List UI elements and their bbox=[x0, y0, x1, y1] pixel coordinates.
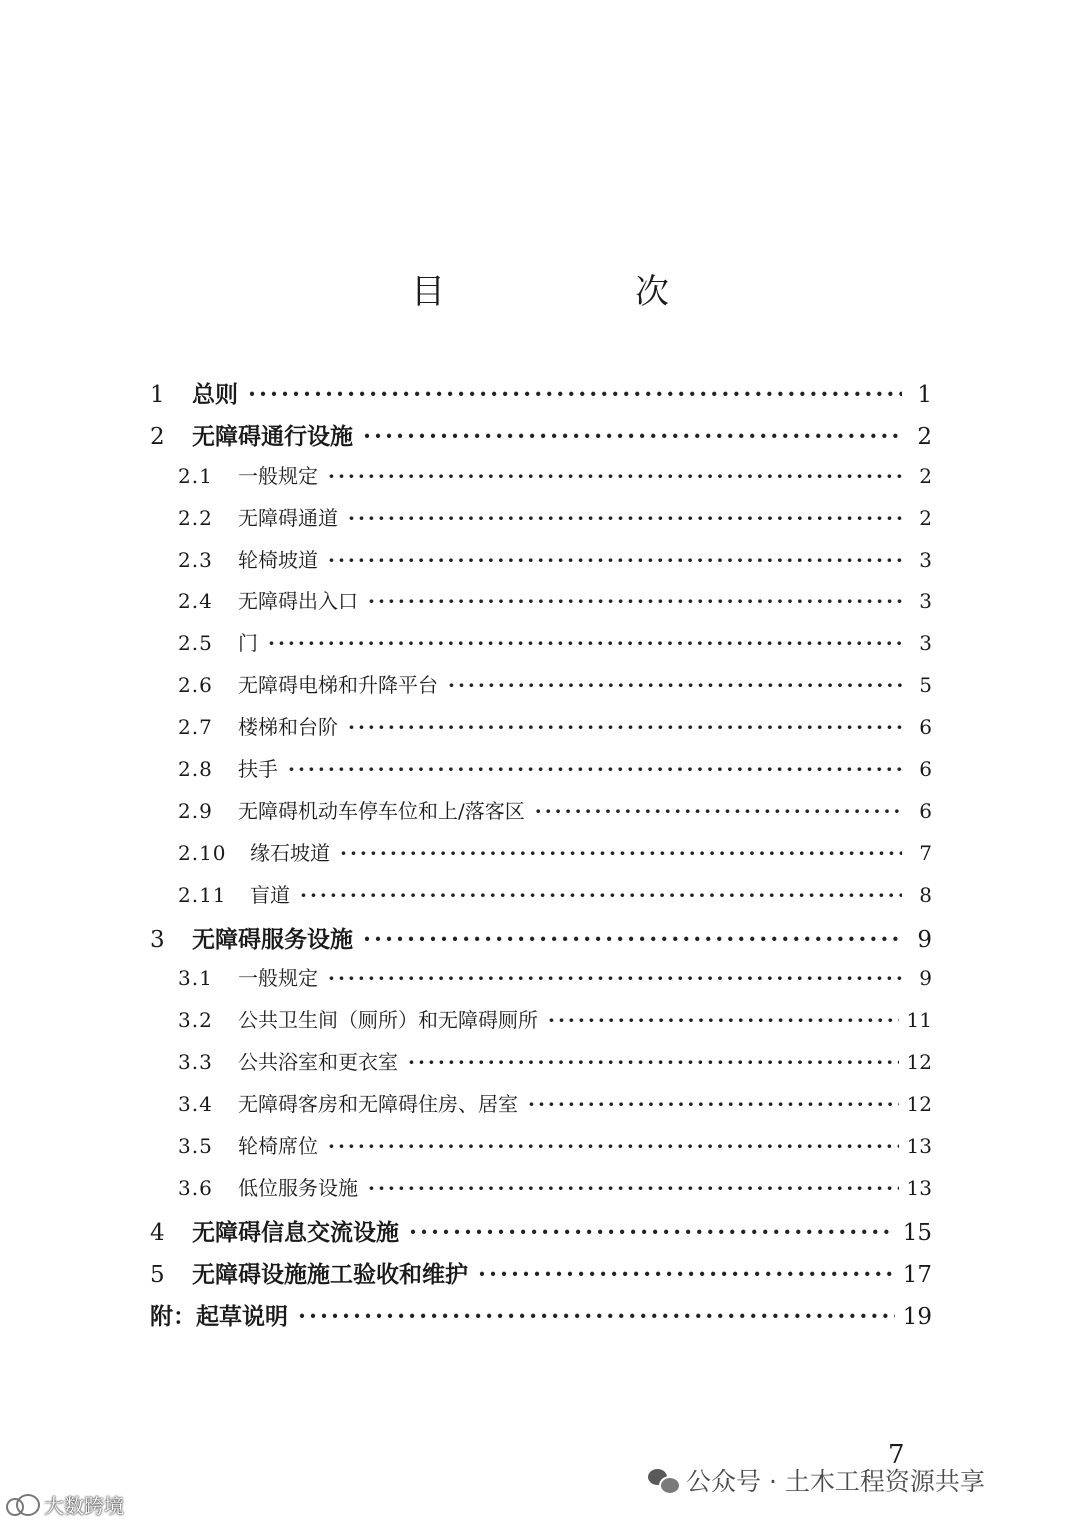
toc-entry-label: 楼梯和台阶 bbox=[238, 715, 338, 740]
toc-leader-dots bbox=[298, 1303, 895, 1330]
toc-entry-page: 6 bbox=[919, 798, 932, 823]
toc-entry-number: 2 bbox=[150, 423, 165, 450]
toc-entry-number: 3.5 bbox=[178, 1134, 213, 1159]
toc-entry-label: 缘石坡道 bbox=[250, 840, 330, 865]
toc-entry[interactable] bbox=[150, 460, 932, 502]
toc-leader-dots bbox=[478, 1261, 895, 1288]
toc-entry-page: 12 bbox=[906, 1050, 932, 1075]
toc-entry-number: 1 bbox=[150, 382, 165, 408]
toc-entry[interactable] bbox=[150, 1130, 932, 1172]
toc-entry-page: 2 bbox=[919, 505, 932, 530]
toc-entry[interactable] bbox=[150, 1004, 932, 1046]
toc-leader-dots bbox=[368, 589, 902, 613]
toc-leader-dots bbox=[328, 966, 902, 990]
toc-entry-number: 4 bbox=[150, 1219, 165, 1246]
toc-leader-dots bbox=[288, 757, 902, 781]
toc-entry[interactable] bbox=[150, 1046, 932, 1088]
toc-entry[interactable] bbox=[150, 669, 932, 711]
toc-entry[interactable] bbox=[150, 879, 932, 921]
toc-entry[interactable] bbox=[150, 418, 932, 460]
toc-entry[interactable] bbox=[150, 585, 932, 627]
toc-entry-label: 无障碍电梯和升降平台 bbox=[238, 673, 438, 698]
toc-entry-number: 2.9 bbox=[178, 798, 213, 823]
toc-leader-dots bbox=[448, 673, 902, 697]
toc-entry[interactable] bbox=[150, 502, 932, 544]
toc-leader-dots bbox=[348, 506, 902, 530]
toc-entry[interactable] bbox=[150, 1214, 932, 1256]
toc-entry-label: 轮椅席位 bbox=[238, 1134, 318, 1159]
corner-watermark-text: 大数跨境 bbox=[44, 1494, 124, 1518]
toc-leader-dots bbox=[300, 883, 902, 907]
toc-entry-number: 2.3 bbox=[178, 547, 213, 572]
bubble-icon bbox=[6, 1494, 40, 1516]
wechat-icon bbox=[648, 1467, 678, 1493]
toc-entry-number: 3.6 bbox=[178, 1175, 213, 1200]
toc-entry[interactable] bbox=[150, 1298, 932, 1340]
toc-entry-label: 无障碍通行设施 bbox=[192, 422, 353, 450]
toc-entry[interactable] bbox=[150, 1256, 932, 1298]
toc-entry-label: 公共浴室和更衣室 bbox=[238, 1050, 398, 1075]
toc-entry[interactable] bbox=[150, 711, 932, 753]
toc-entry-page: 1 bbox=[917, 382, 932, 408]
toc-entry-page: 6 bbox=[919, 715, 932, 740]
toc-entry-label: 无障碍设施施工验收和维护 bbox=[192, 1260, 468, 1288]
toc-entry-number: 3.1 bbox=[178, 966, 213, 991]
toc-entry-number: 2.10 bbox=[178, 840, 227, 865]
toc-leader-dots bbox=[408, 1050, 899, 1074]
toc-entry[interactable] bbox=[150, 627, 932, 669]
toc-entry-number: 2.2 bbox=[178, 505, 213, 530]
toc-entry-number: 3 bbox=[150, 926, 165, 953]
toc-entry-label: 无障碍信息交流设施 bbox=[192, 1218, 399, 1246]
toc-leader-dots bbox=[340, 841, 902, 865]
toc-entry-page: 2 bbox=[917, 423, 932, 450]
toc-entry[interactable] bbox=[150, 837, 932, 879]
toc-entry-page: 12 bbox=[906, 1092, 932, 1117]
toc-entry-label: 无障碍服务设施 bbox=[192, 925, 353, 953]
toc-leader-dots bbox=[368, 1176, 899, 1200]
toc-entry-number: 2.7 bbox=[178, 715, 213, 740]
toc-entry-label: 无障碍客房和无障碍住房、居室 bbox=[238, 1092, 518, 1117]
toc-entry-label: 无障碍出入口 bbox=[238, 589, 358, 614]
toc-entry[interactable] bbox=[150, 1088, 932, 1130]
toc-leader-dots bbox=[248, 381, 902, 408]
toc-leader-dots bbox=[528, 1092, 899, 1116]
toc-entry-label: 公共卫生间（厕所）和无障碍厕所 bbox=[238, 1008, 538, 1033]
toc-entry[interactable] bbox=[150, 921, 932, 963]
toc-entry-number: 3.3 bbox=[178, 1050, 213, 1075]
toc-entry-label: 低位服务设施 bbox=[238, 1175, 358, 1200]
toc-leader-dots bbox=[363, 423, 902, 450]
toc-entry-page: 11 bbox=[906, 1008, 932, 1033]
toc-entry-label: 轮椅坡道 bbox=[238, 547, 318, 572]
toc-entry-page: 13 bbox=[906, 1175, 932, 1200]
toc-entry[interactable] bbox=[150, 1172, 932, 1214]
toc-entry[interactable] bbox=[150, 795, 932, 837]
toc-entry-label: 总则 bbox=[192, 381, 238, 408]
toc-entry-number: 3.2 bbox=[178, 1008, 213, 1033]
toc-entry-number: 5 bbox=[150, 1261, 165, 1288]
toc-entry-page: 9 bbox=[919, 966, 932, 991]
toc-entry-label: 门 bbox=[238, 631, 258, 656]
toc-entry-number: 2.8 bbox=[178, 757, 213, 782]
table-of-contents bbox=[150, 376, 932, 1339]
toc-entry-number: 2.6 bbox=[178, 673, 213, 698]
toc-leader-dots bbox=[328, 464, 902, 488]
page-number: 7 bbox=[888, 1440, 905, 1470]
watermark bbox=[648, 1462, 985, 1498]
toc-leader-dots bbox=[548, 1008, 899, 1032]
toc-entry-label: 无障碍通道 bbox=[238, 505, 338, 530]
toc-entry-page: 7 bbox=[919, 840, 932, 865]
toc-leader-dots bbox=[535, 799, 902, 823]
toc-entry-page: 3 bbox=[919, 631, 932, 656]
corner-watermark bbox=[6, 1490, 124, 1519]
toc-entry[interactable] bbox=[150, 753, 932, 795]
toc-entry-number: 2.1 bbox=[178, 463, 213, 488]
toc-entry-page: 8 bbox=[919, 882, 932, 907]
toc-entry-number: 2.4 bbox=[178, 589, 213, 614]
toc-entry-label: 一般规定 bbox=[238, 966, 318, 991]
toc-entry-label: 扶手 bbox=[238, 757, 278, 782]
toc-entry-page: 2 bbox=[919, 463, 932, 488]
toc-entry[interactable] bbox=[150, 376, 932, 418]
toc-entry-number: 3.4 bbox=[178, 1092, 213, 1117]
toc-entry-label: 附：起草说明 bbox=[150, 1302, 288, 1330]
toc-entry-page: 9 bbox=[917, 926, 932, 953]
watermark-text: 公众号 · 土木工程资源共享 bbox=[686, 1467, 985, 1496]
toc-entry[interactable] bbox=[150, 544, 932, 586]
toc-entry-number: 2.5 bbox=[178, 631, 213, 656]
toc-entry-number: 2.11 bbox=[178, 882, 227, 907]
toc-entry-label: 无障碍机动车停车位和上/落客区 bbox=[238, 798, 525, 823]
toc-entry-label: 盲道 bbox=[250, 882, 290, 907]
toc-leader-dots bbox=[328, 1134, 899, 1158]
toc-leader-dots bbox=[328, 548, 902, 572]
toc-entry[interactable] bbox=[150, 962, 932, 1004]
toc-leader-dots bbox=[409, 1219, 895, 1246]
page-title: 目 次 bbox=[411, 272, 747, 312]
toc-entry-page: 15 bbox=[902, 1219, 932, 1246]
toc-leader-dots bbox=[268, 631, 902, 655]
toc-entry-page: 19 bbox=[902, 1303, 932, 1330]
toc-entry-page: 3 bbox=[919, 547, 932, 572]
toc-entry-page: 5 bbox=[919, 673, 932, 698]
toc-entry-page: 13 bbox=[906, 1134, 932, 1159]
toc-entry-page: 17 bbox=[902, 1261, 932, 1288]
toc-entry-page: 6 bbox=[919, 757, 932, 782]
toc-leader-dots bbox=[363, 926, 902, 953]
toc-leader-dots bbox=[348, 715, 902, 739]
toc-entry-page: 3 bbox=[919, 589, 932, 614]
toc-entry-label: 一般规定 bbox=[238, 463, 318, 488]
